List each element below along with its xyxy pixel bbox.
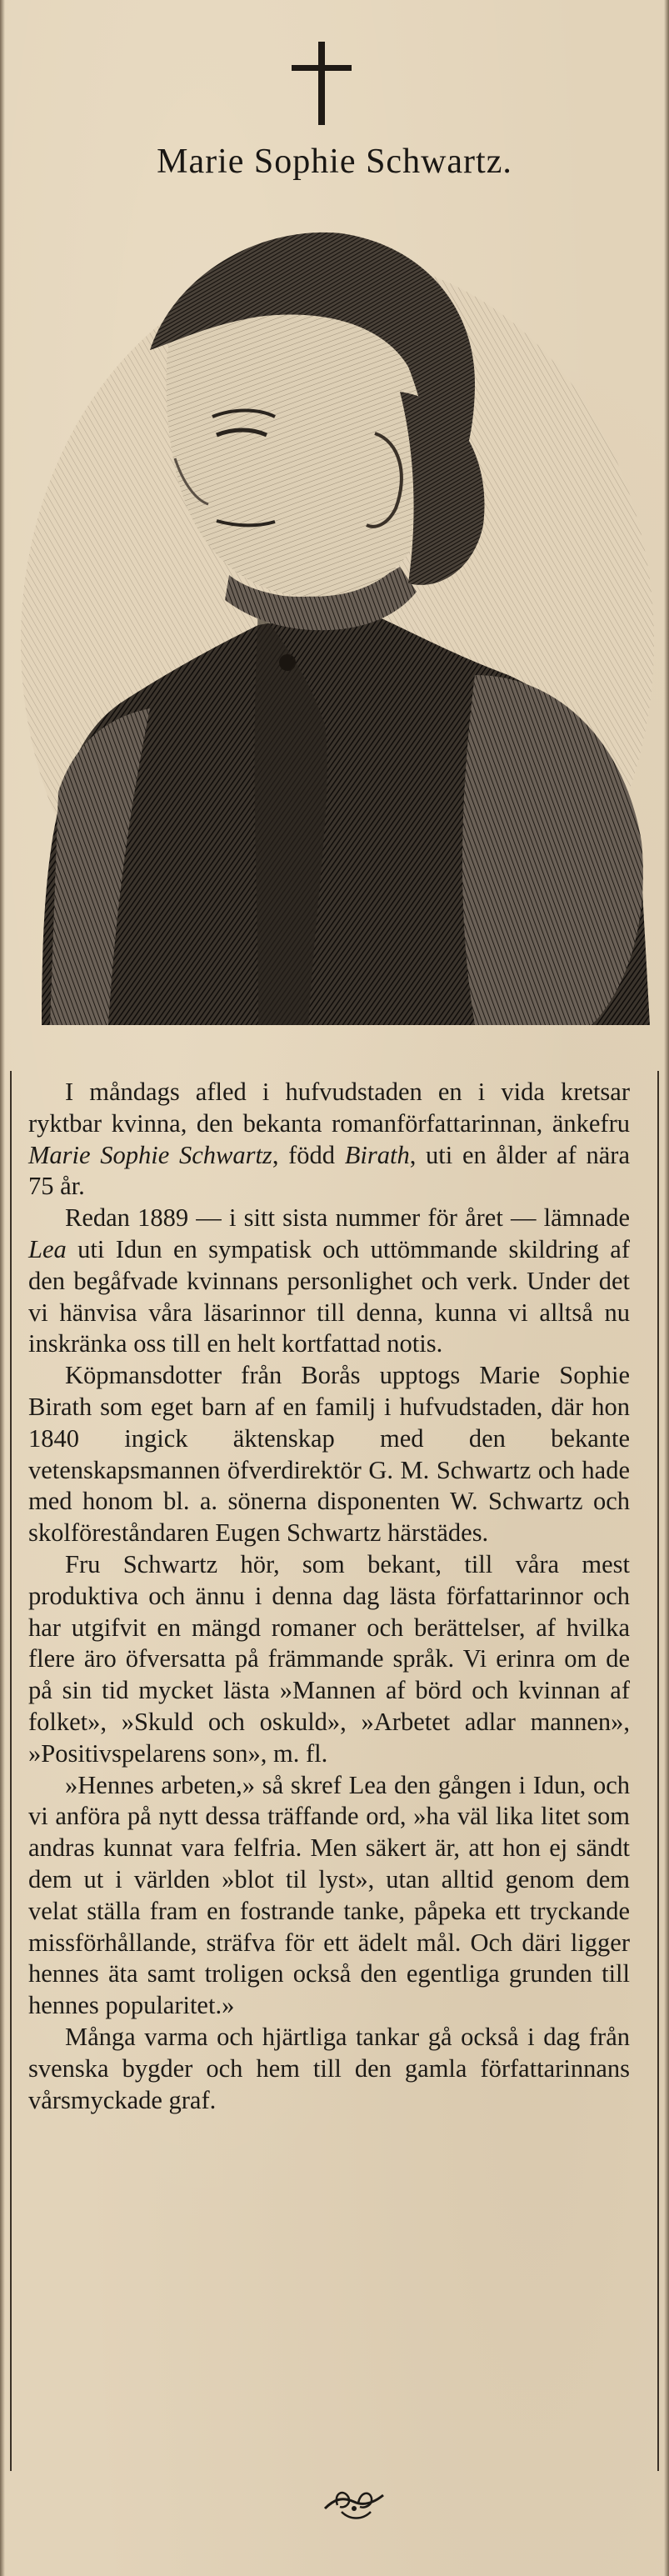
article-paragraph: Redan 1889 — i sitt sista nummer för året — lämnade Lea uti Idun en sympatisk och uttömmande skildring af den begåfvade kvinnans personlighet och verk. Under det vi hänvisa våra läsarinnor till denna, kunna vi alltså nu inskränka oss till en helt kortfattad notis. (28, 1203, 630, 1358)
article-paragraph: Fru Schwartz hör, som bekant, till våra mest produktiva och ännu i denna dag lästa författarinnor och har utgifvit en mängd romaner och berättelser, af hvilka flere äro öfversatta på främmande språk. Vi erinra om de på sin tid mycket lästa »Mannen af börd och kvinnan af folket», »Skuld och oskuld», »Arbetet adlar mannen», »Positivspelarens son», m. fl. (28, 1549, 630, 1768)
article-paragraph: Köpmansdotter från Borås upptogs Marie Sophie Birath som eget barn af en familj i hufvudstaden, där hon 1840 ingick äktenskap med den bekante vetenskapsmannen öfverdirektör G. M. Schwartz och hade med honom bl. a. sönerna disponenten W. Schwartz och skolföreståndaren Eugen Schwartz härstädes. (28, 1361, 630, 1548)
column-rule-left (10, 1071, 12, 2471)
article-paragraph: Många varma och hjärtliga tankar gå också i dag från svenska bygder och hem till den gamla författarinnans vårsmyckade graf. (28, 2022, 630, 2114)
article-paragraph: I måndags afled i hufvudstaden en i vida kretsar ryktbar kvinna, den bekanta romanförfattarinnan, änkefru Marie Sophie Schwartz, född Birath, uti en ålder af nära 75 år. (28, 1078, 630, 1201)
article-paragraph: »Hennes arbeten,» så skref Lea den gången i Idun, och vi anföra på nytt dessa träffande ord, »ha väl lika litet som andras kunnat vara felfria. Men säkert är, att hon ej sändt dem ut i världen »blot til lyst», utan alltid genom dem velat ställa fram en fostrande tanke, påpeka ett tryckande missförhållande, sträfva för ett ädelt mål. Och däri ligger hennes äta samt troligen också den egentliga grunden till hennes popularitet.» (28, 1770, 630, 2020)
article-body (28, 1077, 630, 2116)
floral-vignette-icon (317, 2483, 392, 2525)
latin-cross-icon (288, 40, 355, 127)
page-edge-right (664, 0, 669, 2576)
column-rule-right (657, 1071, 659, 2471)
page-title: Marie Sophie Schwartz. (157, 143, 512, 181)
portrait-engraving (8, 208, 661, 1042)
page-edge-left (0, 0, 5, 2576)
